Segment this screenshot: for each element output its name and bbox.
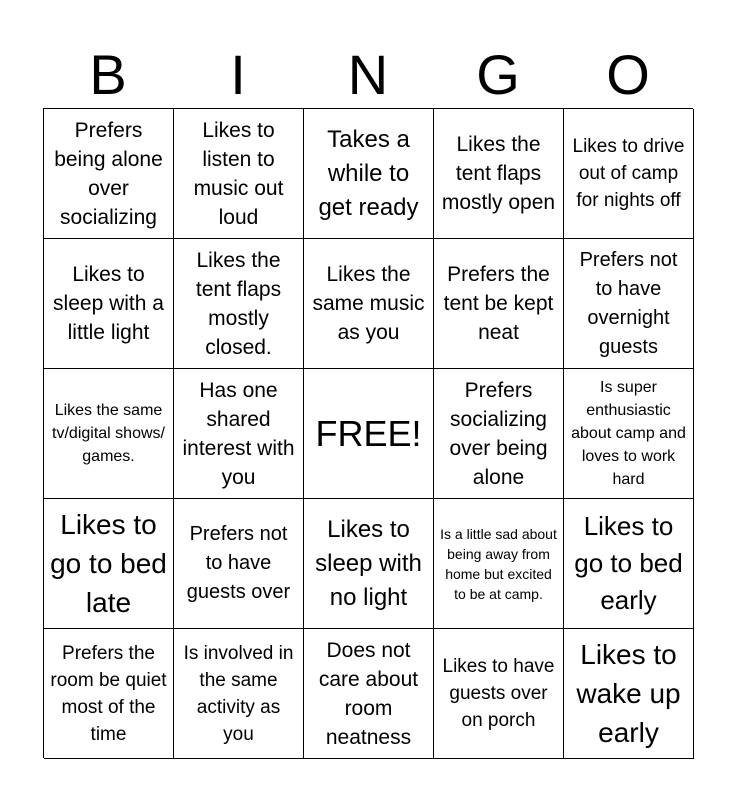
bingo-cell-r3-c1[interactable] — [44, 369, 174, 499]
bingo-cell-r1-c5[interactable] — [564, 109, 694, 239]
cell-text: Prefers socializing over being alone — [449, 378, 548, 489]
bingo-cell-r1-c2[interactable] — [174, 109, 304, 239]
bingo-cell-r2-c5[interactable] — [564, 239, 694, 369]
bingo-cell-r1-c4[interactable] — [434, 109, 564, 239]
cell-text: Has one shared interest with you — [182, 378, 295, 489]
cell-text: Does not care about room neatness — [318, 638, 419, 749]
header-letter-i: I — [230, 43, 246, 106]
cell-text: Likes the same tv/digital shows/ games. — [52, 402, 165, 465]
header-letter-b: B — [89, 43, 127, 106]
header-letter-n: N — [347, 43, 389, 106]
bingo-grid — [43, 108, 693, 758]
cell-text: Prefers being alone over socializing — [54, 118, 163, 229]
bingo-cell-r3-c4[interactable] — [434, 369, 564, 499]
bingo-cell-r1-c1[interactable] — [44, 109, 174, 239]
bingo-cell-r4-c2[interactable] — [174, 499, 304, 629]
bingo-cell-r4-c3[interactable] — [304, 499, 434, 629]
bingo-cell-r5-c4[interactable] — [434, 629, 564, 759]
bingo-cell-r1-c3[interactable] — [304, 109, 434, 239]
cell-text: Is super enthusiastic about camp and loves to work hard — [571, 379, 686, 488]
cell-text: Likes to have guests over on porch — [442, 656, 555, 731]
cell-text: Prefers not to have overnight guests — [579, 248, 678, 358]
cell-text: Likes to wake up early — [576, 639, 681, 748]
cell-text: Prefers not to have guests over — [186, 523, 291, 603]
bingo-cell-r5-c3[interactable] — [304, 629, 434, 759]
cell-text: Likes to sleep with no light — [315, 515, 422, 611]
bingo-cell-free[interactable] — [304, 369, 434, 499]
cell-text: Likes the tent flaps mostly open — [441, 133, 556, 214]
bingo-cell-r4-c5[interactable] — [564, 499, 694, 629]
cell-text: Prefers the tent be kept neat — [443, 263, 554, 344]
cell-text: Likes to drive out of camp for nights off — [572, 136, 685, 211]
bingo-cell-r4-c4[interactable] — [434, 499, 564, 629]
bingo-cell-r2-c2[interactable] — [174, 239, 304, 369]
cell-text: Prefers the room be quiet most of the time — [50, 642, 167, 745]
cell-text: Takes a while to get ready — [318, 125, 419, 221]
bingo-cell-r5-c2[interactable] — [174, 629, 304, 759]
bingo-cell-r3-c2[interactable] — [174, 369, 304, 499]
cell-text: Likes to sleep with a little light — [53, 263, 164, 344]
cell-text: Likes to go to bed early — [574, 511, 683, 615]
bingo-header — [43, 42, 693, 108]
cell-text: Likes the tent flaps mostly closed. — [195, 248, 282, 359]
bingo-cell-r2-c3[interactable] — [304, 239, 434, 369]
header-letter-o: O — [606, 43, 650, 106]
cell-text: Likes the same music as you — [312, 263, 425, 344]
cell-text: Is a little sad about being away from home but excited to be at camp. — [440, 525, 557, 602]
cell-text: Is involved in the same activity as you — [183, 642, 294, 745]
bingo-cell-r2-c4[interactable] — [434, 239, 564, 369]
bingo-cell-r2-c1[interactable] — [44, 239, 174, 369]
bingo-cell-r4-c1[interactable] — [44, 499, 174, 629]
bingo-cell-r3-c5[interactable] — [564, 369, 694, 499]
cell-text: Likes to go to bed late — [50, 509, 167, 618]
bingo-cell-r5-c1[interactable] — [44, 629, 174, 759]
cell-text: Likes to listen to music out loud — [193, 118, 284, 229]
bingo-cell-r5-c5[interactable] — [564, 629, 694, 759]
free-space-text: FREE! — [315, 412, 422, 454]
header-letter-g: G — [476, 43, 520, 106]
